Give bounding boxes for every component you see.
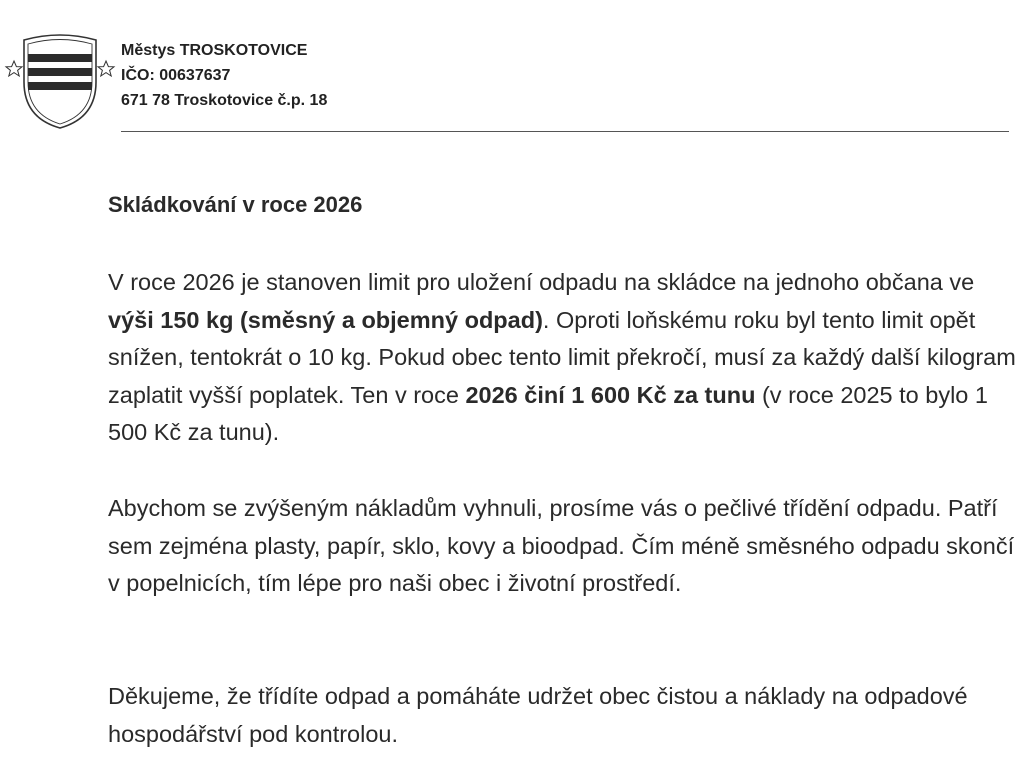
document-title: Skládkování v roce 2026 xyxy=(108,192,363,217)
paragraph-landfill-limit xyxy=(108,264,1018,452)
paragraph1-bold-fee: 2026 činí 1 600 Kč za tunu xyxy=(465,381,756,408)
paragraph-sorting-request: Abychom se zvýšeným nákladům vyhnuli, prosíme vás o pečlivé třídění odpadu. Patří sem zejména plasty, papír, sklo, kovy a bioodpad. Čím méně směsného odpadu skončí v popelnicích, tím lépe pro naši obec i životní prostředí. xyxy=(108,495,1015,596)
paragraph1-text-1: V roce 2026 je stanoven limit pro uložení odpadu na skládce na jednoho občana ve xyxy=(108,269,975,295)
paragraph1-text-3: (v roce 2025 to bylo 1 500 Kč za tunu). xyxy=(108,381,988,445)
paragraph-thanks: Děkujeme, že třídíte odpad a pomáháte udržet obec čistou a náklady na odpadové hospodářství pod kontrolou. xyxy=(108,683,968,747)
paragraph1-bold-limit: výši 150 kg (směsný a objemný odpad) xyxy=(108,306,543,333)
municipality-name: Městys TROSKOTOVICE xyxy=(121,42,308,59)
coat-of-arms-icon xyxy=(4,28,116,132)
municipality-address: 671 78 Troskotovice č.p. 18 xyxy=(121,92,328,109)
municipality-header xyxy=(121,38,327,113)
header-divider xyxy=(121,131,1009,132)
municipality-ico: IČO: 00637637 xyxy=(121,67,231,84)
paragraph1-text-2: . Oproti loňskému roku byl tento limit opět snížen, tentokrát o 10 kg. Pokud obec tento limit překročí, musí za každý další kilogram zaplatit vyšší poplatek. Ten v roce xyxy=(108,306,1016,408)
